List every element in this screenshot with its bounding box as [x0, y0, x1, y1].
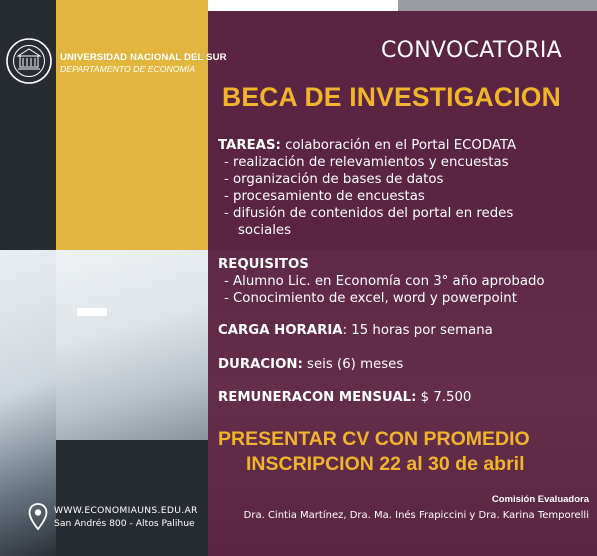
carga-horaria	[218, 322, 493, 339]
remuneracion-label: REMUNERACON MENSUAL:	[218, 390, 417, 405]
department-name: DEPARTAMENTO DE ECONOMÍA	[60, 64, 195, 74]
requisitos-item: - Alumno Lic. en Economía con 3° año aprobado	[224, 274, 545, 289]
comision-members: Dra. Cintia Martínez, Dra. Ma. Inés Frapiccini y Dra. Karina Temporelli	[243, 510, 589, 521]
tareas-label: TAREAS:	[218, 138, 281, 153]
tareas-item: - realización de relevamientos y encuestas	[224, 155, 509, 170]
top-gray-bar	[398, 0, 597, 11]
callout-presentar: PRESENTAR CV CON PROMEDIO	[218, 428, 530, 450]
university-seal-icon	[4, 36, 54, 86]
tareas-section	[218, 137, 516, 239]
location-pin-icon	[28, 503, 48, 531]
tareas-item: - organización de bases de datos	[224, 172, 444, 187]
address: San Andrés 800 - Altos Palihue	[54, 518, 195, 529]
carga-value: : 15 horas por semana	[342, 323, 493, 338]
title-beca: BECA DE INVESTIGACION	[222, 82, 561, 112]
requisitos-section	[218, 256, 545, 307]
tareas-item: - procesamiento de encuestas	[224, 189, 425, 204]
duracion	[218, 356, 403, 373]
footer-dark-block	[56, 440, 208, 556]
callout-inscripcion: INSCRIPCION 22 al 30 de abril	[246, 453, 525, 475]
title-convocatoria	[208, 38, 597, 63]
carga-label: CARGA HORARIA	[218, 323, 343, 338]
tareas-intro: colaboración en el Portal ECODATA	[280, 138, 517, 153]
remuneracion-value: $ 7.500	[416, 390, 472, 405]
remuneracion	[218, 389, 471, 406]
tareas-item: sociales	[238, 223, 292, 238]
requisitos-label: REQUISITOS	[218, 257, 309, 272]
duracion-label: DURACION:	[218, 357, 303, 372]
university-name: UNIVERSIDAD NACIONAL DEL SUR	[60, 52, 227, 63]
title-convocatoria-text: CONVOCATORIA	[381, 38, 562, 63]
requisitos-item: - Conocimiento de excel, word y powerpoint	[224, 291, 517, 306]
duracion-value: seis (6) meses	[302, 357, 404, 372]
tareas-item: - difusión de contenidos del portal en redes	[224, 206, 514, 221]
comision-title: Comisión Evaluadora	[491, 494, 589, 505]
yellow-block	[56, 0, 208, 250]
decorative-dash	[77, 308, 107, 316]
website-link[interactable]: WWW.ECONOMIAUNS.EDU.AR	[54, 505, 198, 516]
